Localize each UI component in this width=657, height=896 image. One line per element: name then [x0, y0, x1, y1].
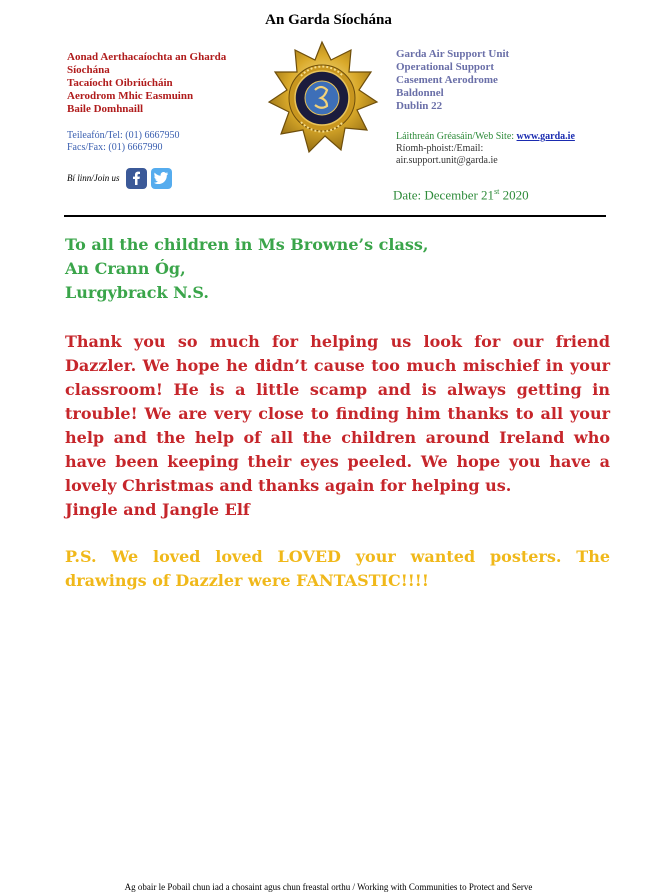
twitter-icon[interactable] [151, 168, 172, 189]
facebook-icon[interactable] [126, 168, 147, 189]
english-address-line: Operational Support [396, 61, 495, 73]
greeting-line: To all the children in Ms Browne’s class, [65, 235, 429, 254]
join-us-label: Bí linn/Join us [67, 173, 120, 183]
email-address[interactable]: air.support.unit@garda.ie [396, 155, 498, 166]
signature: Jingle and Jangle Elf [65, 500, 250, 519]
date-ordinal: st [494, 187, 500, 196]
fax-number: Facs/Fax: (01) 6667990 [67, 142, 163, 153]
english-address-block [396, 48, 509, 113]
irish-address-line: Baile Domhnaill [67, 103, 144, 115]
greeting-line: An Crann Óg, [65, 259, 186, 278]
footer-motto: Ag obair le Pobail chun iad a chosaint agus chun freastal orthu / Working with Communities to Protect and Serve [124, 882, 533, 892]
greeting-line: Lurgybrack N.S. [65, 283, 209, 302]
garda-crest-logo [263, 40, 381, 156]
phone-block [67, 130, 179, 154]
message-block [65, 330, 610, 522]
letter-date [393, 187, 529, 203]
message-body: Thank you so much for helping us look for our friend Dazzler. We hope he didn’t cause too much mischief in your classroom! He is a little scamp and is always getting in trouble! We are very close to finding him thanks to all your help and the help of all the children around Ireland who have been keeping their eyes peeled. We hope you have a lovely Christmas and thanks again for helping us. [65, 332, 610, 495]
irish-address-line: Tacaíocht Oibriúcháin [67, 77, 173, 89]
date-year: 2020 [499, 187, 529, 203]
english-address-line: Garda Air Support Unit [396, 48, 510, 60]
date-text: Date: December 21 [393, 187, 495, 203]
irish-address-line: Aonad Aerthacaíochta an Gharda [67, 51, 227, 63]
greeting-block [65, 233, 610, 305]
irish-address-line: Síochána [67, 64, 110, 76]
postscript: P.S. We loved loved LOVED your wanted posters. The drawings of Dazzler were FANTASTIC!!!! [65, 547, 610, 590]
phone-number: Teileafón/Tel: (01) 6667950 [67, 130, 180, 141]
irish-address-line: Aerodrom Mhic Easmuinn [67, 90, 194, 102]
english-address-line: Dublin 22 [396, 100, 443, 112]
irish-address-block [67, 51, 257, 116]
english-address-line: Casement Aerodrome [396, 74, 498, 86]
web-contact-block [396, 131, 575, 167]
organisation-title: An Garda Síochána [265, 12, 392, 28]
website-link[interactable]: www.garda.ie [516, 131, 575, 142]
english-address-line: Baldonnel [396, 87, 444, 99]
header-divider [64, 215, 606, 217]
social-links [67, 166, 172, 190]
website-label: Láithreán Gréasáin/Web Site: [396, 131, 517, 142]
email-label: Ríomh-phoist:/Email: [396, 143, 484, 154]
